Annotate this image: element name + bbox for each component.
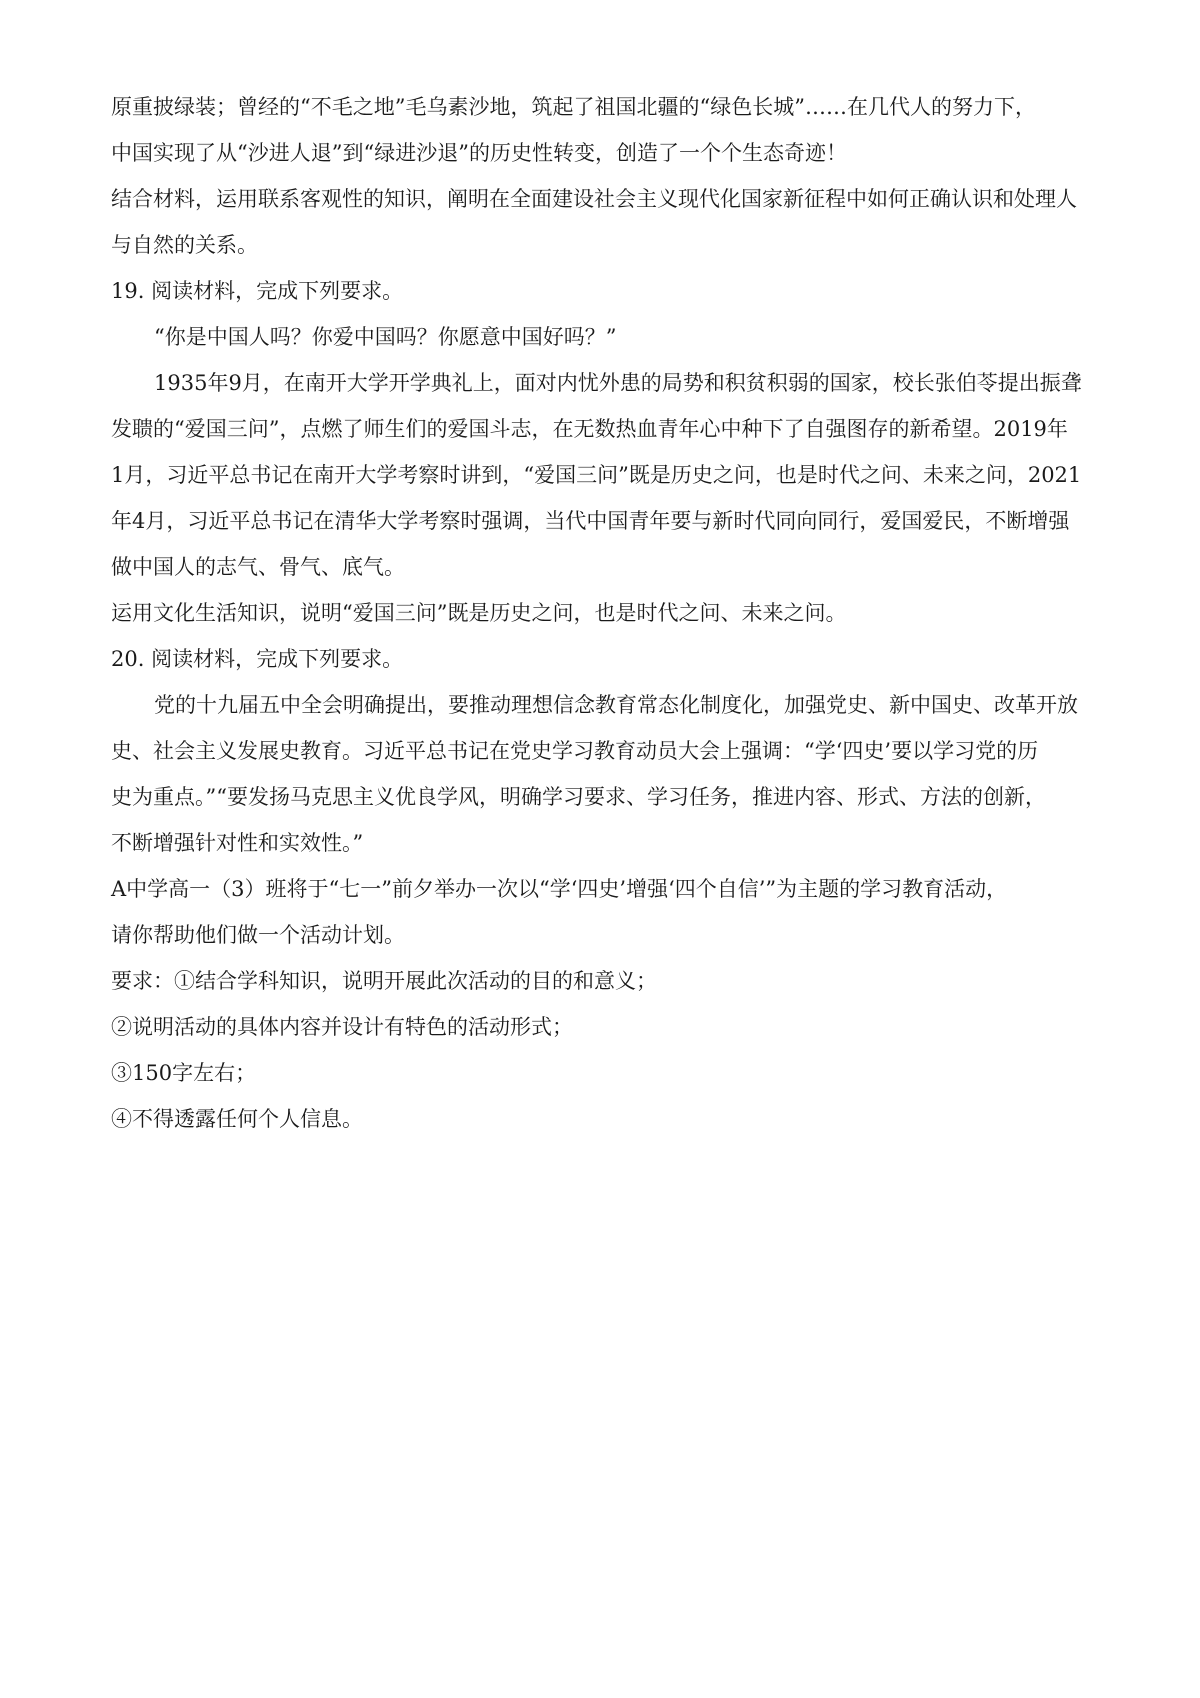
question-18-instruction-line-2: 与自然的关系。 [111, 233, 258, 257]
text-line-1: 原重披绿装；曾经的“不毛之地”毛乌素沙地，筑起了祖国北疆的“绿色长城”……在几代人的努力下， [111, 95, 1036, 119]
question-20-material-line-2: 史、社会主义发展史教育。习近平总书记在党史学习教育动员大会上强调：“学‘四史’要以学习党的历 [111, 739, 1039, 763]
question-18-instruction-line-1: 结合材料，运用联系客观性的知识，阐明在全面建设社会主义现代化国家新征程中如何正确认识和处理人 [111, 187, 1077, 211]
requirement-1: 要求：①结合学科知识，说明开展此次活动的目的和意义； [111, 969, 657, 993]
question-20-task-line-1: A中学高一（3）班将于“七一”前夕举办一次以“学‘四史’增强‘四个自信’”为主题的学习教育活动， [111, 877, 1008, 901]
question-19-material-line-2: 发聩的“爱国三问”，点燃了师生们的爱国斗志，在无数热血青年心中种下了自强图存的新希望。2019年 [111, 417, 1068, 441]
question-20-material-line-1: 党的十九届五中全会明确提出，要推动理想信念教育常态化制度化，加强党史、新中国史、改革开放 [154, 693, 1078, 717]
question-19-material-line-4: 年4月，习近平总书记在清华大学考察时强调，当代中国青年要与新时代同向同行，爱国爱民，不断增强 [111, 509, 1070, 533]
question-19-material-line-5: 做中国人的志气、骨气、底气。 [111, 555, 405, 579]
question-19-heading: 19. 阅读材料，完成下列要求。 [111, 279, 404, 303]
question-20-material-line-3: 史为重点。”“要发扬马克思主义优良学风，明确学习要求、学习任务，推进内容、形式、方法的创新， [111, 785, 1046, 809]
question-19-material-line-3: 1月，习近平总书记在南开大学考察时讲到，“爱国三问”既是历史之问，也是时代之问、未来之问，2021 [111, 463, 1082, 487]
question-20-heading: 20. 阅读材料，完成下列要求。 [111, 647, 404, 671]
requirement-2: ②说明活动的具体内容并设计有特色的活动形式； [111, 1015, 573, 1039]
question-19-quote: “你是中国人吗？你爱中国吗？你愿意中国好吗？” [154, 325, 617, 349]
question-19-material-line-1: 1935年9月，在南开大学开学典礼上，面对内忧外患的局势和积贫积弱的国家，校长张伯苓提出振聋 [154, 371, 1082, 395]
requirement-3: ③150字左右； [111, 1061, 257, 1085]
question-19-instruction: 运用文化生活知识，说明“爱国三问”既是历史之问，也是时代之问、未来之问。 [111, 601, 847, 625]
question-20-material-line-4: 不断增强针对性和实效性。” [111, 831, 364, 855]
requirement-4: ④不得透露任何个人信息。 [111, 1107, 363, 1131]
text-line-2: 中国实现了从“沙进人退”到“绿进沙退”的历史性转变，创造了一个个生态奇迹！ [111, 141, 847, 165]
question-20-task-line-2: 请你帮助他们做一个活动计划。 [111, 923, 405, 947]
